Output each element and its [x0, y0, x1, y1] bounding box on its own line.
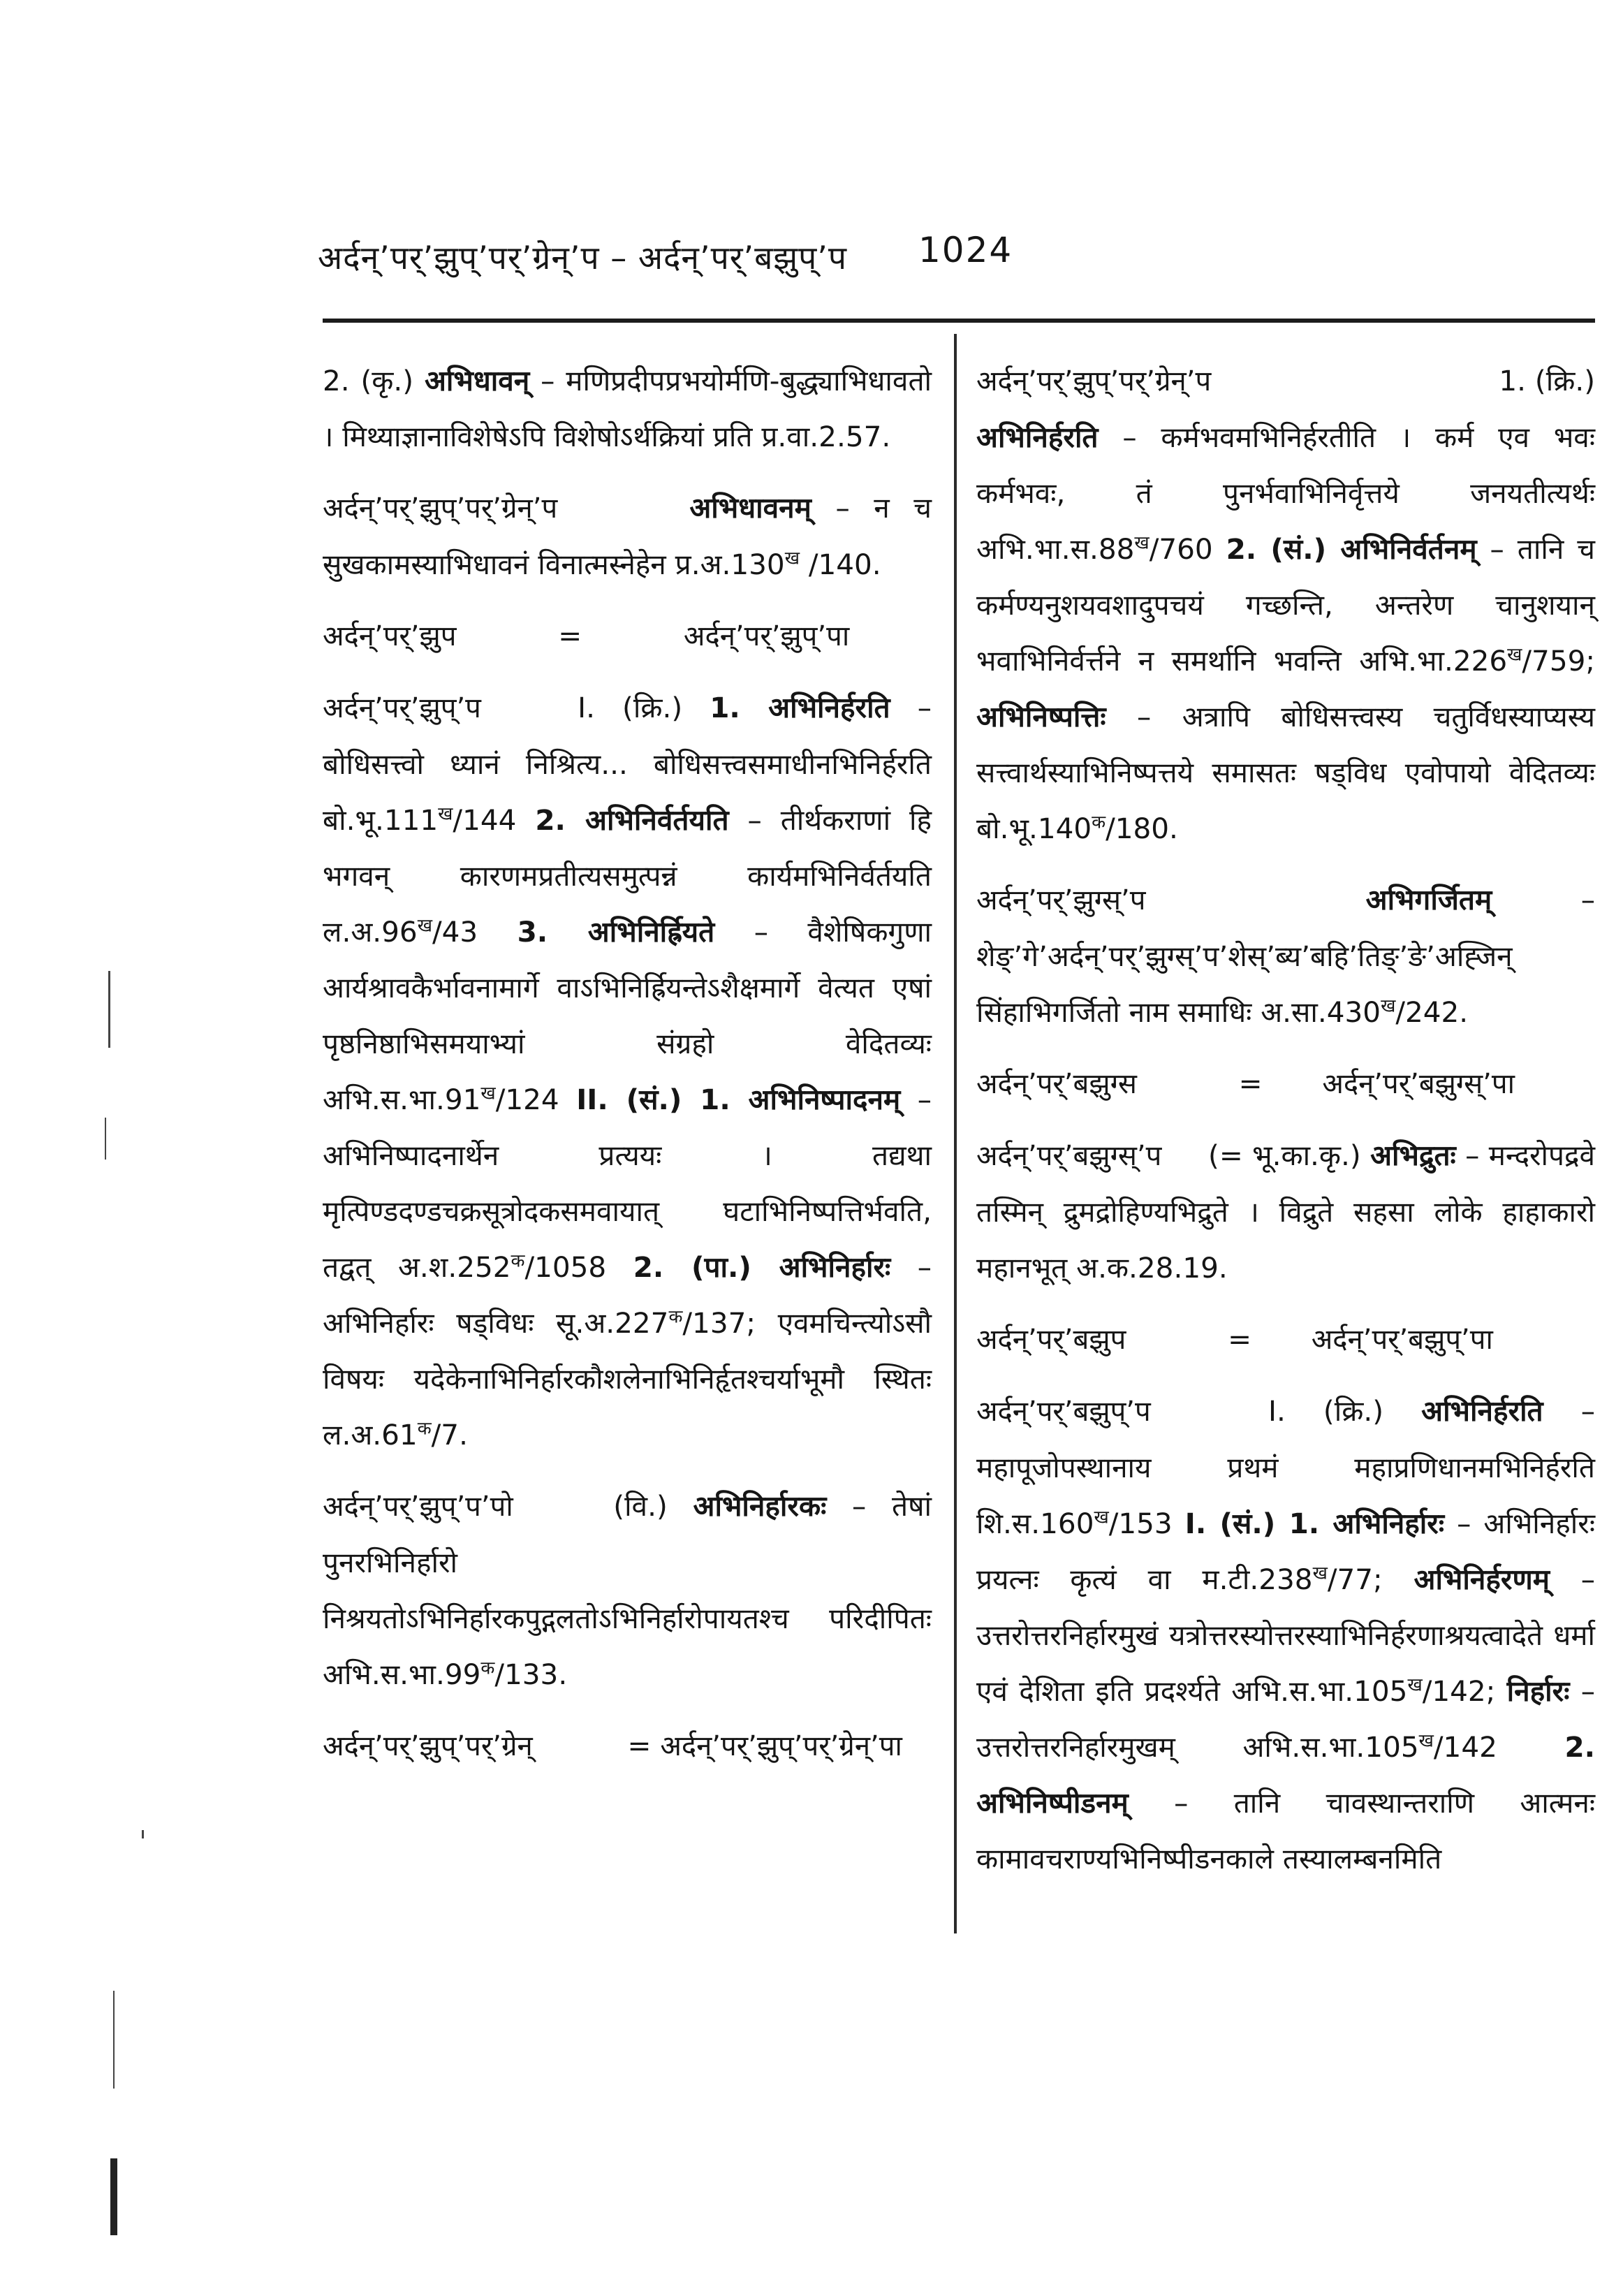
equals-sign: =	[627, 1729, 652, 1762]
equals-sign: =	[558, 619, 582, 652]
tibetan-headword: अर्दन्’पर्’झुप	[323, 620, 457, 652]
page-header	[318, 227, 1596, 283]
scan-artifact	[108, 971, 110, 1048]
citation-text: – तानि च कर्मण्यनुशयवशादुपचयं गच्छन्ति, अन्तरेण चानुशयान् भवाभिनिर्वर्त्तने न समर्थानि भवन्ति $अभि.भा.226^ख/759$;	[976, 532, 1596, 678]
grammar-tag: I. (क्रि.)	[1268, 1394, 1422, 1428]
tibetan-headword: अर्दन्’पर्’बझुप	[976, 1324, 1126, 1356]
sanskrit-headword: अभिगर्जितम्	[1365, 883, 1492, 916]
grammar-tag: (वि.)	[613, 1489, 693, 1523]
tibetan-headword: अर्दन्’पर्’झुप्’प’पो	[323, 1491, 513, 1523]
equals-sign: =	[1238, 1067, 1263, 1100]
citation-text: – अभिनिर्हारः प्रयत्नः कृत्यं वा $म.टी.238^ख/77$;	[976, 1507, 1596, 1596]
grammar-tag: 2. (कृ.)	[323, 364, 425, 397]
sanskrit-headword: अभिधावन्	[424, 364, 530, 397]
dictionary-entry	[976, 1383, 1595, 1887]
page-number: 1024	[918, 230, 1013, 270]
sanskrit-headword: अभिधावनम्	[689, 491, 812, 525]
dictionary-entry	[323, 1478, 932, 1702]
citation-text: – अभिनिष्पादनार्थेन प्रत्ययः । तद्यथा मृत्पिण्डदण्डचक्रसूत्रोदकसमवायात् घटाभिनिष्पत्तिर्भवति, तद्वत् $अ.श.252^क/1058$	[323, 1083, 932, 1284]
citation-text: – कर्मभवमभिनिर्हरतीति । कर्म एव भवः कर्मभवः, तं पुनर्भवाभिनिर्वृत्तये जनयतीत्यर्थः $अभि.भा.स.88^ख/760$	[976, 421, 1596, 566]
right-column	[976, 353, 1595, 1902]
sanskrit-headword: I. (सं.) 1. अभिनिर्हारः	[1184, 1507, 1445, 1540]
citation-text: – तानि चावस्थान्तराणि आत्मनः कामावचराण्यभिनिष्पीडनकाले तस्यालम्बनमिति	[976, 1786, 1596, 1875]
cross-reference-entry	[323, 608, 932, 664]
tibetan-headword: अर्दन्’पर्’झुप्’प	[323, 692, 481, 724]
scan-artifact	[142, 1830, 144, 1838]
citation-text: – वैशेषिकगुणा आर्यश्रावकैर्भावनामार्गे वाऽभिनिर्ह्रियन्तेऽशैक्षमार्गे वेत्यत एषां पृष्ठनिष्ठाभिसमयाभ्यां संग्रहो वेदितव्यः $अभि.स.भा.91^ख/124$	[323, 915, 932, 1116]
sanskrit-headword: 2. अभिनिष्पीडनम्	[976, 1730, 1596, 1820]
tibetan-headword: अर्दन्’पर्’झुप्’पर्’ग्रेन्	[323, 1730, 533, 1762]
tibetan-headword: अर्दन्’पर्’झुप्’पर्’ग्रेन्’प	[323, 492, 558, 525]
tibetan-headword: अर्दन्’पर्’बझुग्स	[976, 1068, 1137, 1100]
sanskrit-headword: अभिद्रुतः	[1370, 1139, 1456, 1172]
cross-reference: अर्दन्’पर्’बझुग्स्’पा	[1322, 1068, 1515, 1100]
header-rule	[323, 319, 1595, 323]
cross-reference: अर्दन्’पर्’झुप्’पा	[683, 620, 850, 652]
sanskrit-headword: अभिनिर्हरति	[976, 421, 1099, 454]
sanskrit-headword: अभिनिर्हरणम्	[1413, 1563, 1550, 1596]
dictionary-entry	[323, 353, 932, 465]
sanskrit-headword: 3. अभिनिर्ह्रियते	[517, 915, 715, 949]
sanskrit-headword: 2. (सं.) अभिनिर्वर्तनम्	[1226, 532, 1477, 566]
cross-reference-entry	[976, 1055, 1595, 1112]
dictionary-entry	[976, 353, 1595, 856]
column-divider	[954, 334, 957, 1933]
sanskrit-headword: अभिनिष्पत्तिः	[976, 700, 1106, 733]
citation-text: – बोधिसत्त्वो ध्यानं निश्रित्य... बोधिसत्त्वसमाधीनभिनिर्हरति $बो.भू.111^ख/144$	[323, 691, 932, 837]
sanskrit-headword: अभिनिर्हरति	[1421, 1394, 1543, 1428]
dictionary-entry	[976, 872, 1595, 1040]
running-head: अर्दन्’पर्’झुप्’पर्’ग्रेन्’प – अर्दन्’पर्’बझुप्’प	[318, 239, 848, 277]
sanskrit-headword: निर्हारः	[1506, 1674, 1570, 1708]
dictionary-entry	[323, 480, 932, 592]
grammar-tag: (= भू.का.कृ.)	[1208, 1139, 1371, 1172]
citation-text: – न च सुखकामस्याभिधावनं विनात्मस्नेहेन $प्र.अ.130^ख$ /140.	[323, 491, 932, 581]
scan-artifact	[110, 2158, 117, 2235]
grammar-tag: I. (क्रि.)	[578, 691, 710, 724]
citation-text: – अत्रापि बोधिसत्त्वस्य चतुर्विधस्याप्यस्य सत्त्वार्थस्याभिनिष्पत्तये समासतः षड्विध एवोपायो वेदितव्यः $बो.भू.140^क/180$.	[976, 700, 1595, 845]
tibetan-headword: अर्दन्’पर्’बझुप्’प	[976, 1396, 1151, 1428]
sanskrit-headword: 2. (पा.) अभिनिर्हारः	[633, 1250, 891, 1284]
sanskrit-headword: अभिनिर्हारकः	[693, 1489, 827, 1523]
citation-text: – तीर्थकराणां हि भगवन् कारणमप्रतीत्यसमुत्पन्नं कार्यमभिनिर्वर्तयति $ल.अ.96^ख/43$	[323, 803, 932, 949]
tibetan-headword: अर्दन्’पर्’झुग्स्’प	[976, 884, 1146, 916]
citation-text: – शेङ्’गे’अर्दन्’पर्’झुग्स्’प’शेस्’ब्य’बहि’तिङ्’ङे’अह्जिन् सिंहाभिगर्जितो नाम समाधिः $अ.सा.430^ख/242$.	[976, 883, 1596, 1029]
sanskrit-headword: 2. अभिनिर्वर्तयति	[535, 803, 729, 837]
left-column	[323, 353, 932, 1790]
sanskrit-headword: II. (सं.) 1. अभिनिष्पादनम्	[576, 1083, 901, 1116]
cross-reference: अर्दन्’पर्’झुप्’पर्’ग्रेन्’पा	[660, 1730, 902, 1762]
cross-reference-entry	[976, 1311, 1595, 1368]
scan-artifact	[105, 1118, 106, 1160]
cross-reference-entry	[323, 1718, 932, 1774]
tibetan-headword: अर्दन्’पर्’बझुग्स्’प	[976, 1140, 1162, 1172]
grammar-tag: 1. (क्रि.)	[1499, 364, 1595, 397]
tibetan-headword: अर्दन्’पर्’झुप्’पर्’ग्रेन्’प	[976, 365, 1212, 397]
sanskrit-headword: 1. अभिनिर्हरति	[710, 691, 890, 724]
dictionary-entry	[323, 680, 932, 1463]
citation-text: – मणिप्रदीपप्रभयोर्मणि-बुद्ध्याभिधावतो । मिथ्याज्ञानाविशेषेऽपि विशेषोऽर्थक्रियां प्रति प्र.वा.2.57.	[323, 364, 932, 453]
citation-text: – महापूजोपस्थानाय प्रथमं महाप्रणिधानमभिनिर्हरति $शि.स.160^ख/153$	[976, 1394, 1596, 1540]
citation-text: – उत्तरोत्तरनिर्हारमुखम् $अभि.स.भा.105^ख/142$	[976, 1674, 1596, 1764]
citation-text: – मन्दरोपद्रवे तस्मिन् द्रुमद्रोहिण्यभिद्रुते । विद्रुते सहसा लोके हाहाकारो महानभूत् अ.क.28.19.	[976, 1139, 1596, 1285]
equals-sign: =	[1228, 1322, 1251, 1356]
citation-text: – अभिनिर्हारः षड्विधः $सू.अ.227^क/137$; एवमचिन्त्योऽसौ विषयः यदेकेनाभिनिर्हारकौशलेनाभिनिर्हृतश्चर्याभूमौ स्थितः $ल.अ.61^क/7$.	[323, 1250, 932, 1452]
citation-text: – तेषां पुनरभिनिर्हारो निश्रयतोऽभिनिर्हारकपुद्गलतोऽभिनिर्हारोपायतश्च परिदीपितः $अभि.स.भा.99^क/133$.	[323, 1489, 932, 1691]
citation-text: – उत्तरोत्तरनिर्हारमुखं यत्रोत्तरस्योत्तरस्याभिनिर्हरणाश्रयत्वादेते धर्मा एवं देशिता इति प्रदर्श्यते $अभि.स.भा.105^ख/142$;	[976, 1563, 1596, 1708]
cross-reference: अर्दन्’पर्’बझुप्’पा	[1311, 1324, 1493, 1356]
scan-artifact	[113, 1991, 115, 2089]
dictionary-entry	[976, 1127, 1595, 1296]
